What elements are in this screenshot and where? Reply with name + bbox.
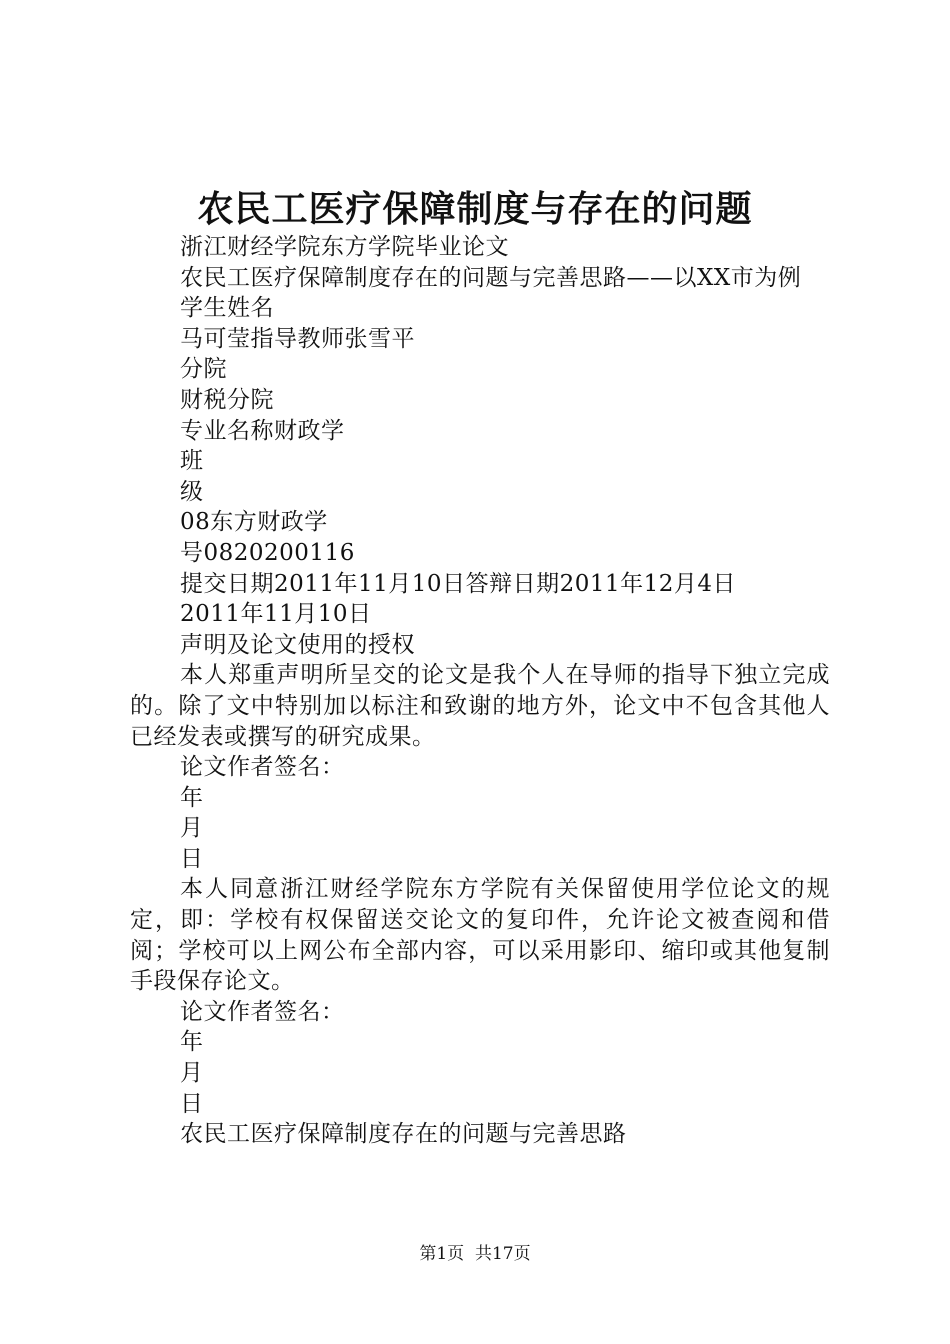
paragraph-student-number: 号0820200116 [180,539,355,566]
paragraph-school: 浙江财经学院东方学院毕业论文 [180,234,509,260]
paragraph-declaration: 本人郑重声明所呈交的论文是我个人在导师的指导下独立完成的。除了文中特别加以标注和致谢的地方外，论文中不包含其他人已经发表或撰写的研究成果。 [130,662,830,750]
paragraph-class-label-2: 级 [180,478,204,505]
page-number: 第1页 共17页 [419,1244,531,1264]
paragraph-major: 专业名称财政学 [180,417,345,444]
paragraph-signature-1: 论文作者签名： [180,754,345,781]
paragraph-day-2: 日 [180,1090,204,1117]
paragraph-class: 08东方财政学 [180,509,328,536]
paragraph-section-title: 农民工医疗保障制度存在的问题与完善思路 [180,1121,627,1148]
paragraph-day-1: 日 [180,845,204,872]
paragraph-date: 2011年11月10日 [180,601,372,628]
paragraph-class-label-1: 班 [180,448,204,475]
paragraph-thesis-title: 农民工医疗保障制度存在的问题与完善思路——以XX市为例 [180,264,802,291]
page-footer [0,1242,950,1266]
paragraph-year-2: 年 [180,1029,204,1056]
paragraph-signature-2: 论文作者签名： [180,998,345,1025]
paragraph-authorization: 本人同意浙江财经学院东方学院有关保留使用学位论文的规定，即：学校有权保留送交论文的复印件，允许论文被查阅和借阅；学校可以上网公布全部内容，可以采用影印、缩印或其他复制手段保存论文。 [130,876,830,995]
paragraph-student-advisor: 马可莹指导教师张雪平 [180,325,415,352]
paragraph-declaration-heading: 声明及论文使用的授权 [180,631,415,658]
paragraph-college: 财税分院 [180,386,274,413]
document-body [130,232,830,1150]
paragraph-year-1: 年 [180,784,204,811]
paragraph-college-label: 分院 [180,356,227,383]
paragraph-student-name-label: 学生姓名 [180,295,274,322]
paragraph-month-2: 月 [180,1060,204,1087]
document-title: 农民工医疗保障制度与存在的问题 [197,188,753,230]
paragraph-month-1: 月 [180,815,204,842]
paragraph-dates: 提交日期2011年11月10日答辩日期2011年12月4日 [180,570,736,597]
